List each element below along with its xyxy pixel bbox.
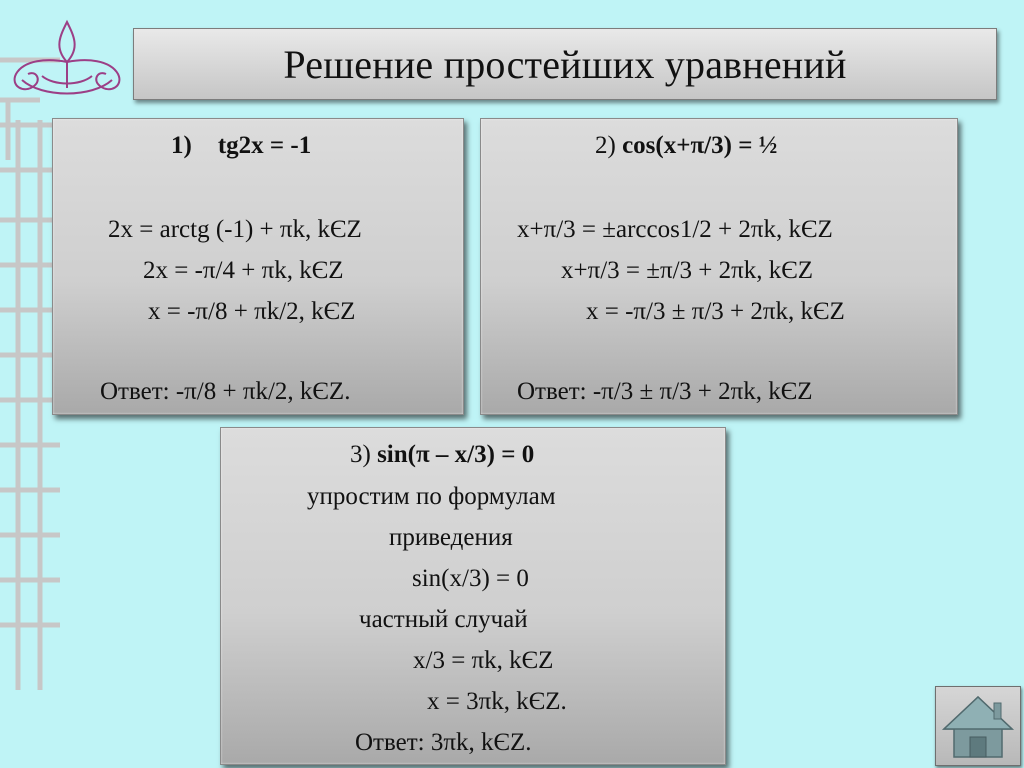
home-icon: [936, 687, 1020, 765]
problem-1-equation: tg2x = -1: [217, 132, 312, 159]
problem-1-step-1: 2x = arctg (-1) + πk, kЄZ: [108, 216, 362, 243]
problem-3-equation: sin(π – x/3) = 0: [377, 441, 535, 468]
problem-1-number: 1): [171, 132, 192, 159]
problem-1-header: [171, 129, 311, 162]
problem-3-answer: Ответ: 3πk, kЄZ.: [355, 729, 532, 756]
problem-2-equation: cos(x+π/3) = ½: [622, 132, 778, 159]
home-button[interactable]: [935, 686, 1021, 766]
problem-2-header: [595, 129, 777, 162]
problem-3-step-3: x = 3πk, kЄZ.: [427, 688, 567, 715]
problem-2-step-2: x+π/3 = ±π/3 + 2πk, kЄZ: [561, 257, 814, 284]
swirl-ornament-icon: [2, 18, 132, 106]
problem-1-step-3: x = -π/8 + πk/2, kЄZ: [148, 298, 356, 325]
problem-2-step-1: x+π/3 = ±arccos1/2 + 2πk, kЄZ: [517, 216, 833, 243]
problem-1-answer: Ответ: -π/8 + πk/2, kЄZ.: [100, 378, 351, 405]
problem-2-panel: [480, 118, 958, 415]
problem-1-panel: [52, 118, 464, 415]
problem-2-number: 2): [595, 132, 623, 159]
problem-3-note-2: приведения: [389, 524, 513, 551]
problem-3-note-1: упростим по формулам: [307, 483, 556, 510]
problem-1-step-2: 2x = -π/4 + πk, kЄZ: [143, 257, 344, 284]
title-banner: [133, 28, 997, 100]
slide-title: Решение простейших уравнений: [283, 41, 847, 87]
problem-3-number: 3): [350, 441, 378, 468]
problem-3-header: [350, 438, 534, 471]
problem-2-step-3: x = -π/3 ± π/3 + 2πk, kЄZ: [586, 298, 845, 325]
problem-2-answer: Ответ: -π/3 ± π/3 + 2πk, kЄZ: [517, 378, 813, 405]
problem-3-note-3: частный случай: [359, 606, 528, 633]
problem-3-step-2: x/3 = πk, kЄZ: [413, 647, 554, 674]
problem-3-step-1: sin(x/3) = 0: [412, 565, 529, 592]
problem-3-panel: [220, 427, 726, 765]
